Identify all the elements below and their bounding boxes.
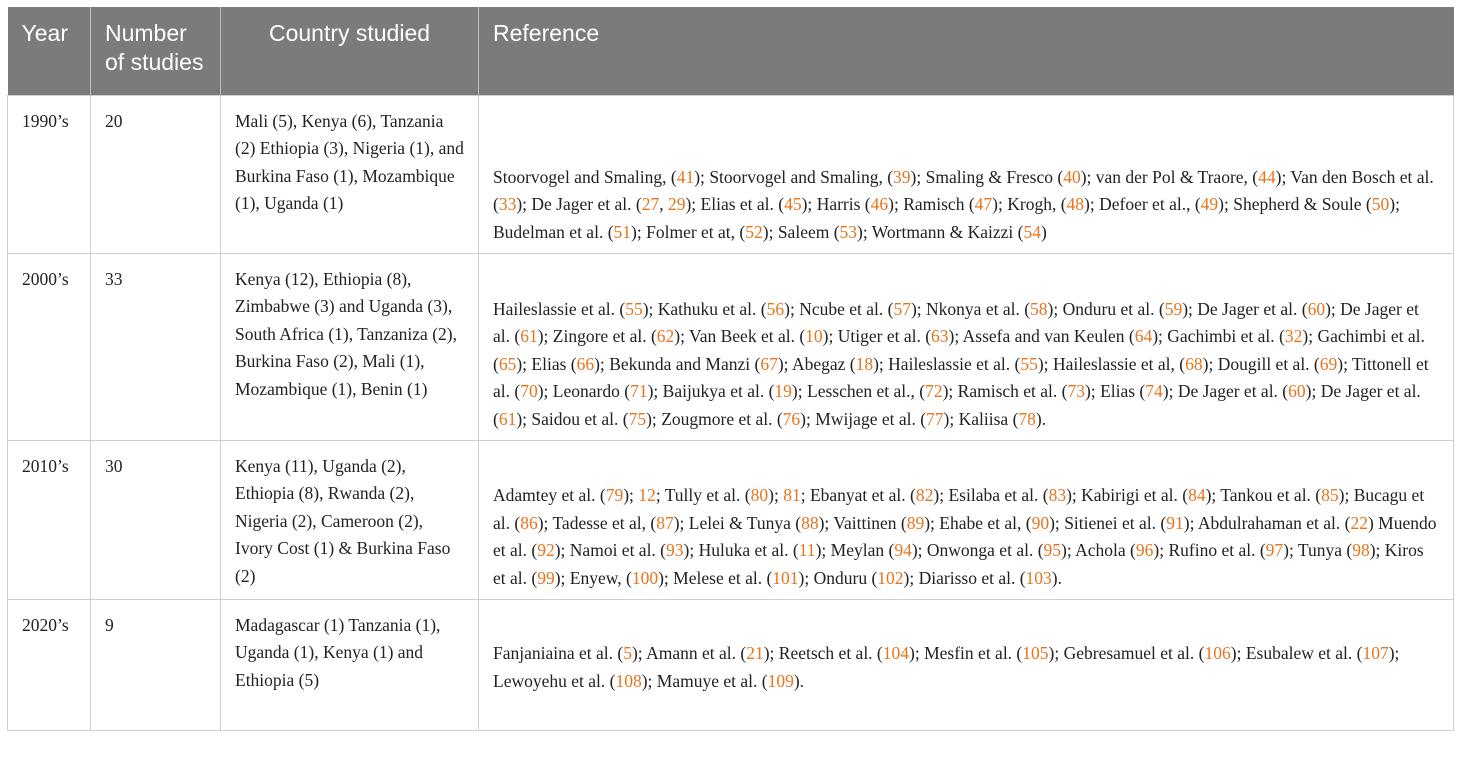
citation-link[interactable]: 22: [1350, 512, 1368, 533]
reference-separator: ): [1367, 512, 1379, 533]
citation-link[interactable]: 68: [1185, 353, 1203, 374]
reference-author: De Jager et al. (: [493, 298, 1419, 347]
reference-separator: );: [815, 540, 831, 561]
reference-separator: );: [800, 408, 816, 429]
reference-separator: );: [1182, 298, 1198, 319]
header-number-of-studies: Number of studies: [91, 7, 221, 95]
reference-separator: );: [822, 326, 838, 347]
reference-cell: [479, 599, 1454, 730]
reference-separator: );: [784, 298, 800, 319]
reference-author: Lelei & Tunya (: [688, 512, 802, 533]
reference-author: Esilaba et al. (: [948, 485, 1049, 506]
citation-link[interactable]: 86: [520, 512, 538, 533]
countries-cell: Kenya (11), Uganda (2), Ethiopia (8), Rwanda (2), Nigeria (2), Cameroon (2), Ivory Cost (1) & Burkina Faso (2): [221, 440, 479, 599]
reference-separator: );: [646, 408, 662, 429]
header-year: Year: [8, 7, 91, 95]
reference-separator: );: [1037, 353, 1053, 374]
reference-author: Zingore et al. (: [552, 326, 657, 347]
table-row: [8, 440, 1454, 599]
reference-author: Ramisch (: [903, 194, 975, 215]
reference-separator: );: [642, 298, 658, 319]
reference-separator: );: [1202, 353, 1218, 374]
reference-separator: );: [554, 567, 570, 588]
citation-link[interactable]: 65: [498, 353, 517, 374]
citation-link[interactable]: 21: [746, 642, 764, 663]
reference-separator: );: [1047, 298, 1063, 319]
reference-author: Dougill et al. (: [1217, 353, 1320, 374]
citation-link[interactable]: 70: [520, 381, 538, 402]
reference-author: Abegaz (: [791, 353, 856, 374]
reference-separator: );: [1183, 512, 1198, 533]
reference-separator: ;: [655, 485, 665, 506]
count-cell: 20: [91, 95, 221, 253]
citation-link[interactable]: 27: [641, 194, 660, 215]
reference-author: Kathuku et al. (: [657, 298, 767, 319]
citation-link[interactable]: 83: [1048, 485, 1067, 506]
reference-separator: );: [1230, 642, 1246, 663]
citation-link[interactable]: 91: [1166, 512, 1184, 533]
citation-link[interactable]: 61: [520, 326, 538, 347]
citation-link[interactable]: 18: [855, 353, 874, 374]
citation-link[interactable]: 101: [772, 567, 799, 588]
reference-author: Gebresamuel et al. (: [1063, 642, 1205, 663]
citation-link[interactable]: 61: [498, 408, 517, 429]
reference-separator: );: [798, 567, 814, 588]
reference-author: Krogh, (: [1007, 194, 1067, 215]
reference-separator: );: [948, 326, 963, 347]
reference-author: Rufino et al. (: [1168, 540, 1266, 561]
reference-author: Shepherd & Soule (: [1233, 194, 1372, 215]
citation-link[interactable]: 90: [1031, 512, 1050, 533]
reference-separator: );: [1080, 166, 1096, 187]
reference-separator: );: [673, 512, 689, 533]
table-row: [8, 253, 1454, 440]
reference-separator: );: [910, 166, 926, 187]
reference-author: De Jager et al. (: [531, 194, 642, 215]
citation-link[interactable]: 47: [974, 194, 993, 215]
citation-link[interactable]: 54: [1023, 221, 1041, 242]
reference-separator: );: [516, 353, 532, 374]
citation-link[interactable]: 97: [1265, 540, 1284, 561]
reference-author: Lesschen et al., (: [807, 381, 926, 402]
reference-separator: );: [903, 567, 919, 588]
reference-author: Mwijage et al. (: [815, 408, 927, 429]
reference-author: Wortmann & Kaizzi (: [871, 221, 1024, 242]
reference-author: Huluka et al. (: [698, 540, 799, 561]
reference-author: Saidou et al. (: [531, 408, 629, 429]
reference-separator: );: [1205, 485, 1221, 506]
citation-link[interactable]: 94: [894, 540, 912, 561]
reference-author: Tadesse et al, (: [552, 512, 657, 533]
reference-separator: );: [1389, 194, 1400, 215]
citation-link[interactable]: 82: [915, 485, 934, 506]
citation-link[interactable]: 48: [1066, 194, 1085, 215]
reference-author: Amann et al. (: [646, 642, 747, 663]
citation-link[interactable]: 33: [498, 194, 517, 215]
table-row: [8, 95, 1454, 253]
reference-author: Ehabe et al, (: [939, 512, 1032, 533]
reference-separator: );: [554, 540, 570, 561]
reference-separator: );: [1369, 540, 1385, 561]
reference-author: Gachimbi et al. (: [1167, 326, 1285, 347]
countries-cell: Kenya (12), Ethiopia (8), Zimbabwe (3) and Uganda (3), South Africa (1), Tanzaniza (2), Burkina Faso (2), Mali (1), Mozambique (1), Benin (1): [221, 253, 479, 440]
countries-cell: Mali (5), Kenya (6), Tanzania (2) Ethiopia (3), Nigeria (1), and Burkina Faso (1), Mozambique (1), Uganda (1): [221, 95, 479, 253]
reference-author: Assefa and van Keulen (: [962, 326, 1135, 347]
reference-separator: );: [685, 194, 701, 215]
reference-author: Smaling & Fresco (: [925, 166, 1064, 187]
reference-author: Meylan (: [830, 540, 895, 561]
reference-separator: );: [1066, 485, 1082, 506]
count-cell: 33: [91, 253, 221, 440]
citation-link[interactable]: 74: [1145, 381, 1163, 402]
reference-separator: );: [943, 408, 959, 429]
reference-author: Stoorvogel and Smaling, (: [709, 166, 894, 187]
citation-link[interactable]: 95: [1043, 540, 1062, 561]
reference-author: Stoorvogel and Smaling, (: [493, 166, 677, 187]
reference-separator: ,: [659, 194, 668, 215]
reference-separator: );: [683, 540, 699, 561]
reference-author: Van Beek et al. (: [689, 326, 806, 347]
reference-separator: ).: [1035, 408, 1047, 429]
citation-link[interactable]: 81: [783, 485, 801, 506]
citation-link[interactable]: 87: [656, 512, 674, 533]
citation-link[interactable]: 55: [1020, 353, 1038, 374]
reference-author: Baijukya et al. (: [662, 381, 775, 402]
reference-author: Tittonell et al. (: [493, 353, 1429, 402]
reference-author: Enyew, (: [569, 567, 632, 588]
citation-link[interactable]: 88: [801, 512, 819, 533]
reference-author: Tully et al. (: [664, 485, 751, 506]
citation-link[interactable]: 45: [784, 194, 802, 215]
citation-link[interactable]: 85: [1321, 485, 1339, 506]
reference-separator: );: [1061, 540, 1076, 561]
reference-author: Elias (: [1100, 381, 1146, 402]
reference-author: Harris (: [816, 194, 871, 215]
citation-link[interactable]: 80: [750, 485, 769, 506]
citation-link[interactable]: 75: [628, 408, 647, 429]
reference-separator: );: [516, 194, 532, 215]
citation-link[interactable]: 62: [656, 326, 675, 347]
citation-link[interactable]: 84: [1188, 485, 1206, 506]
citation-link[interactable]: 67: [760, 353, 778, 374]
reference-author: Abdulrahaman et al. (: [1197, 512, 1351, 533]
reference-separator: ;: [800, 485, 810, 506]
citation-link[interactable]: 56: [766, 298, 785, 319]
citation-link[interactable]: 40: [1063, 166, 1081, 187]
reference-separator: );: [909, 642, 925, 663]
citation-link[interactable]: 10: [805, 326, 823, 347]
reference-separator: );: [1388, 642, 1400, 663]
citation-link[interactable]: 55: [625, 298, 643, 319]
reference-separator: );: [1162, 381, 1178, 402]
citation-link[interactable]: 59: [1164, 298, 1183, 319]
reference-separator: );: [631, 221, 647, 242]
reference-separator: ).: [1051, 567, 1062, 588]
reference-author: De Jager et al. (: [1197, 298, 1308, 319]
citation-link[interactable]: 49: [1200, 194, 1219, 215]
reference-author: De Jager et al. (: [493, 381, 1421, 429]
reference-author: Esubalew et al. (: [1245, 642, 1363, 663]
studies-table: [7, 7, 1454, 731]
citation-link[interactable]: 12: [638, 485, 656, 506]
reference-separator: );: [801, 194, 817, 215]
reference-author: Namoi et al. (: [569, 540, 667, 561]
reference-separator: ): [1040, 221, 1047, 242]
count-cell: 9: [91, 599, 221, 730]
reference-author: Folmer et at, (: [646, 221, 746, 242]
reference-separator: );: [1283, 540, 1298, 561]
year-cell: 1990’s: [8, 95, 91, 253]
citation-link[interactable]: 76: [782, 408, 801, 429]
reference-author: Lewoyehu et al. (: [493, 670, 616, 691]
citation-link[interactable]: 93: [666, 540, 684, 561]
reference-author: Onduru et al. (: [1062, 298, 1165, 319]
header-row: [8, 7, 1454, 95]
reference-author: Haileslassie et al, (: [1052, 353, 1186, 374]
reference-separator: );: [1084, 194, 1100, 215]
citation-link[interactable]: 39: [893, 166, 911, 187]
reference-separator: );: [1048, 642, 1064, 663]
reference-separator: );: [647, 381, 663, 402]
citation-link[interactable]: 106: [1204, 642, 1231, 663]
reference-author: Tankou et al. (: [1220, 485, 1322, 506]
citation-link[interactable]: 19: [774, 381, 792, 402]
citation-link[interactable]: 69: [1319, 353, 1338, 374]
citation-link[interactable]: 50: [1371, 194, 1390, 215]
reference-separator: );: [1337, 353, 1353, 374]
citation-link[interactable]: 64: [1134, 326, 1153, 347]
citation-link[interactable]: 103: [1025, 567, 1052, 588]
reference-author: Reetsch et al. (: [778, 642, 883, 663]
reference-separator: );: [1325, 298, 1341, 319]
citation-link[interactable]: 52: [745, 221, 763, 242]
reference-author: Saleem (: [777, 221, 840, 242]
reference-separator: );: [911, 540, 927, 561]
citation-link[interactable]: 60: [1307, 298, 1326, 319]
citation-link[interactable]: 73: [1067, 381, 1085, 402]
reference-separator: );: [1084, 381, 1101, 402]
reference-separator: );: [992, 194, 1008, 215]
reference-author: Defoer et al., (: [1099, 194, 1201, 215]
citation-link[interactable]: 108: [615, 670, 642, 691]
citation-link[interactable]: 60: [1288, 381, 1306, 402]
citation-link[interactable]: 98: [1352, 540, 1370, 561]
reference-author: Haileslassie et al. (: [888, 353, 1021, 374]
reference-author: Mesfin et al. (: [924, 642, 1023, 663]
citation-link[interactable]: 11: [798, 540, 816, 561]
reference-author: Elias (: [531, 353, 577, 374]
citation-link[interactable]: 32: [1284, 326, 1303, 347]
header-reference: Reference: [479, 7, 1454, 95]
reference-separator: );: [791, 381, 807, 402]
citation-link[interactable]: 57: [893, 298, 911, 319]
citation-link[interactable]: 89: [906, 512, 925, 533]
reference-cell: [479, 253, 1454, 440]
reference-author: Onduru (: [813, 567, 878, 588]
reference-separator: );: [924, 512, 940, 533]
citation-link[interactable]: 5: [623, 642, 632, 663]
citation-link[interactable]: 79: [605, 485, 624, 506]
count-cell: 30: [91, 440, 221, 599]
reference-separator: );: [623, 485, 639, 506]
reference-author: Diarisso et al. (: [918, 567, 1026, 588]
reference-separator: );: [763, 642, 779, 663]
reference-separator: );: [777, 353, 792, 374]
citation-link[interactable]: 100: [631, 567, 659, 588]
reference-cell: [479, 95, 1454, 253]
reference-separator: );: [594, 353, 610, 374]
reference-author: Ncube et al. (: [799, 298, 894, 319]
citation-link[interactable]: 92: [537, 540, 555, 561]
reference-separator: ).: [793, 670, 805, 691]
citation-link[interactable]: 41: [676, 166, 695, 187]
reference-author: Zougmore et al. (: [661, 408, 783, 429]
reference-separator: );: [768, 485, 784, 506]
reference-separator: );: [641, 670, 657, 691]
reference-author: Tunya (: [1297, 540, 1353, 561]
citation-link[interactable]: 72: [925, 381, 943, 402]
reference-separator: );: [762, 221, 778, 242]
citation-link[interactable]: 107: [1362, 642, 1389, 663]
year-cell: 2000’s: [8, 253, 91, 440]
reference-separator: );: [933, 485, 949, 506]
reference-separator: );: [1275, 166, 1291, 187]
reference-author: Vaittinen (: [833, 512, 907, 533]
reference-author: Melese et al. (: [673, 567, 773, 588]
reference-separator: );: [888, 194, 904, 215]
reference-author: van der Pol & Traore, (: [1095, 166, 1259, 187]
reference-separator: );: [857, 221, 872, 242]
reference-author: Muendo et al. (: [493, 512, 1437, 561]
reference-author: Kabirigi et al. (: [1081, 485, 1189, 506]
reference-separator: );: [818, 512, 834, 533]
reference-author: Achola (: [1075, 540, 1136, 561]
citation-link[interactable]: 109: [767, 670, 794, 691]
reference-author: Bucagu et al. (: [493, 485, 1425, 533]
reference-author: Van den Bosch et al. (: [493, 166, 1434, 215]
reference-author: Leonardo (: [552, 381, 631, 402]
header-country-studied: Country studied: [221, 7, 479, 95]
reference-separator: );: [910, 298, 927, 319]
reference-separator: );: [1305, 381, 1321, 402]
reference-separator: );: [1152, 326, 1168, 347]
reference-separator: );: [694, 166, 710, 187]
citation-link[interactable]: 99: [537, 567, 555, 588]
reference-separator: );: [674, 326, 690, 347]
reference-separator: );: [1302, 326, 1318, 347]
reference-author: Onwonga et al. (: [926, 540, 1044, 561]
reference-author: Gachimbi et al. (: [493, 326, 1425, 374]
reference-separator: );: [873, 353, 889, 374]
reference-author: Nkonya et al. (: [926, 298, 1031, 319]
year-cell: 2020’s: [8, 599, 91, 730]
reference-author: Sitienei et al. (: [1064, 512, 1167, 533]
year-cell: 2010’s: [8, 440, 91, 599]
citation-link[interactable]: 77: [926, 408, 944, 429]
reference-separator: );: [537, 381, 553, 402]
citation-link[interactable]: 104: [882, 642, 910, 663]
citation-link[interactable]: 96: [1135, 540, 1154, 561]
reference-separator: );: [537, 326, 553, 347]
reference-author: Utiger et al. (: [837, 326, 932, 347]
citation-link[interactable]: 71: [630, 381, 648, 402]
reference-author: Kaliisa (: [958, 408, 1019, 429]
citation-link[interactable]: 78: [1018, 408, 1036, 429]
citation-link[interactable]: 46: [870, 194, 889, 215]
reference-separator: );: [1218, 194, 1234, 215]
citation-link[interactable]: 53: [839, 221, 858, 242]
reference-separator: );: [942, 381, 958, 402]
reference-author: Mamuye et al. (: [656, 670, 768, 691]
reference-separator: );: [1153, 540, 1169, 561]
reference-author: Bekunda and Manzi (: [609, 353, 761, 374]
citation-link[interactable]: 51: [613, 221, 632, 242]
reference-separator: );: [1049, 512, 1065, 533]
reference-separator: );: [537, 512, 553, 533]
citation-link[interactable]: 44: [1258, 166, 1276, 187]
reference-author: Adamtey et al. (: [493, 485, 606, 506]
reference-author: Fanjaniaina et al. (: [493, 642, 624, 663]
citation-link[interactable]: 29: [667, 194, 686, 215]
reference-separator: );: [1338, 485, 1354, 506]
table-row: [8, 599, 1454, 730]
reference-cell: [479, 440, 1454, 599]
citation-link[interactable]: 66: [576, 353, 595, 374]
reference-author: Kiros et al. (: [493, 540, 1424, 588]
citation-link[interactable]: 102: [877, 567, 904, 588]
reference-author: Haileslassie et al. (: [493, 298, 626, 319]
reference-author: De Jager et al. (: [1177, 381, 1289, 402]
reference-separator: );: [631, 642, 647, 663]
reference-separator: );: [516, 408, 532, 429]
citation-link[interactable]: 105: [1022, 642, 1049, 663]
citation-link[interactable]: 63: [931, 326, 949, 347]
citation-link[interactable]: 58: [1030, 298, 1048, 319]
reference-author: Elias et al. (: [700, 194, 785, 215]
reference-author: Ebanyat et al. (: [809, 485, 916, 506]
reference-author: Budelman et al. (: [493, 221, 614, 242]
reference-separator: );: [658, 567, 674, 588]
reference-author: Ramisch et al. (: [957, 381, 1068, 402]
countries-cell: Madagascar (1) Tanzania (1), Uganda (1), Kenya (1) and Ethiopia (5): [221, 599, 479, 730]
